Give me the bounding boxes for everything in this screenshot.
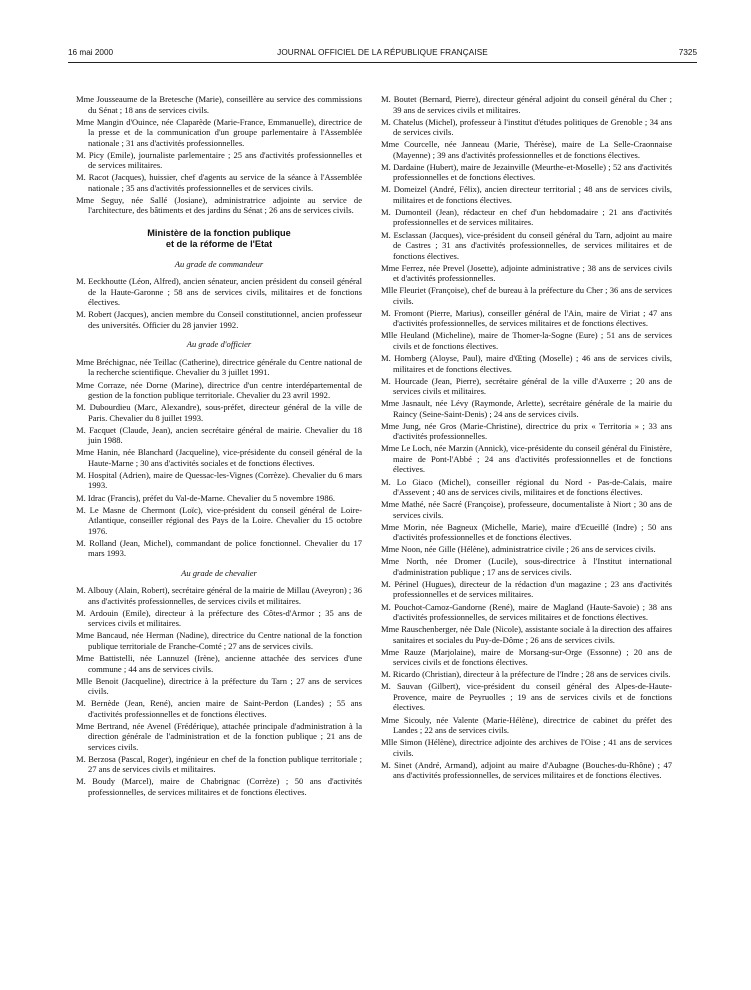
nomination-entry: M. Facquet (Claude, Jean), ancien secrétaire général de mairie. Chevalier du 18 juin 1988. (76, 424, 362, 446)
grade-heading: Au grade de commandeur (174, 258, 264, 269)
nomination-entry: M. Dardaine (Hubert), maire de Jezainville (Meurthe-et-Moselle) ; 52 ans d'activités professionnelles et de fonctions électives. (381, 161, 672, 183)
nomination-entry: M. Racot (Jacques), huissier, chef d'agents au service de la séance à l'Assemblée nationale ; 35 ans d'activités professionnelles et de services civils. (76, 172, 362, 193)
nomination-entry: M. Ardouin (Emile), directeur à la préfecture des Côtes-d'Armor ; 35 ans de services civils et militaires. (76, 607, 362, 629)
journal-title: JOURNAL OFFICIEL DE LA RÉPUBLIQUE FRANÇAISE (277, 48, 488, 57)
nomination-entry: Mme Courcelle, née Janneau (Marie, Thérèse), maire de La Selle-Craonnaise (Mayenne) ; 39 ans d'activités professionnelles et de fonctions électives. (381, 139, 672, 160)
header-date: 16 mai 2000 (68, 48, 114, 57)
nomination-entry: M. Ricardo (Christian), directeur à la préfecture de l'Indre ; 28 ans de services civils. (381, 669, 671, 680)
nomination-entry: Mme Le Loch, née Marzin (Annick), vice-présidente du conseil général du Finistère, maire de Pont-l'Abbé ; 24 ans d'activités professionnelles et de fonctions électives. (381, 443, 672, 475)
right-column (381, 94, 672, 782)
grade-heading: Au grade d'officier (186, 339, 252, 350)
nomination-entry: M. Pouchot-Camoz-Gandorne (René), maire de Magland (Haute-Savoie) ; 38 ans d'activités professionnelles, de services militaires et de fonctions électives. (381, 601, 672, 623)
nomination-entry: Mme Sicouly, née Valente (Marie-Hélène), directrice de cabinet du préfet des Landes ; 22 ans de services civils. (381, 714, 672, 736)
nomination-entry: Mme Bréchignac, née Teillac (Catherine), directrice générale du Centre national de la recherche scientifique. Chevalier du 3 juillet 1991. (76, 356, 362, 378)
nomination-entry: M. Boudy (Marcel), maire de Chabrignac (Corrèze) ; 50 ans d'activités professionnelles, de services militaires et de fonctions électives. (76, 776, 362, 797)
left-column (76, 94, 362, 799)
nomination-entry: Mme North, née Dromer (Lucile), sous-directrice à l'Institut international d'administration publique ; 17 ans de services civils. (381, 556, 672, 577)
nomination-entry: M. Chatelus (Michel), professeur à l'institut d'études politiques de Grenoble ; 34 ans de services civils. (381, 116, 672, 138)
nomination-entry: Mme Bancaud, née Herman (Nadine), directrice du Centre national de la fonction publique territoriale de Franche-Comté ; 27 ans de services civils. (76, 630, 362, 651)
nomination-entry: M. Esclassan (Jacques), vice-président du conseil général du Tarn, adjoint au maire de Castres ; 31 ans d'activités professionnelles, de services militaires et de fonctions électives. (381, 229, 672, 261)
nomination-entry: M. Hourcade (Jean, Pierre), secrétaire général de la ville d'Auxerre ; 20 ans de services civils et militaires. (381, 375, 672, 397)
ministry-heading-line: et de la réforme de l'Etat (165, 238, 273, 249)
nomination-entry: Mme Ferrez, née Prevel (Josette), adjointe administrative ; 38 ans de services civils et d'activités professionnelles. (381, 262, 672, 284)
nomination-entry: Mme Morin, née Bagneux (Michelle, Marie), maire d'Ecueillé (Indre) ; 50 ans d'activités professionnelles et de fonctions électives. (381, 521, 672, 543)
nomination-entry: Mme Bertrand, née Avenel (Frédérique), attachée principale d'administration à la direction générale de l'administration et de la fonction publique ; 21 ans de services civils. (76, 720, 362, 752)
nomination-entry: Mme Seguy, née Sallé (Josiane), administratrice adjointe au service de l'architecture, des bâtiments et des jardins du Sénat ; 26 ans de services civils. (76, 194, 362, 216)
nomination-entry: Mme Jung, née Gros (Marie-Christine), directrice du prix « Territoria » ; 33 ans d'activités professionnelles. (381, 420, 672, 442)
nomination-entry: M. Bernède (Jean, René), ancien maire de Saint-Perdon (Landes) ; 55 ans d'activités professionnelles et de fonctions électives. (76, 698, 362, 719)
nomination-entry: Mme Rauschenberger, née Dale (Nicole), assistante sociale à la direction des affaires sanitaires et sociales du Puy-de-Dôme ; 26 ans de services civils. (381, 624, 672, 645)
nomination-entry: M. Idrac (Francis), préfet du Val-de-Marne. Chevalier du 5 novembre 1986. (76, 492, 336, 503)
nomination-entry: Mme Mathé, née Sacré (Françoise), professeure, documentaliste à Niort ; 30 ans de services civils. (381, 499, 672, 520)
nomination-entry: Mme Hanin, née Blanchard (Jacqueline), vice-présidente du conseil général de la Haute-Marne ; 30 ans d'activités sociales et de fonctions électives. (76, 447, 362, 468)
grade-heading: Au grade de chevalier (181, 567, 257, 578)
nomination-entry: Mme Mangin d'Ouince, née Claparède (Marie-France, Emmanuelle), directrice de la presse et de la communication d'un groupe parlementaire à l'Assemblée nationale ; 31 ans d'activités professionnelles. (76, 116, 362, 148)
page-header (68, 48, 697, 60)
nomination-entry: M. Picy (Emile), journaliste parlementaire ; 25 ans d'activités professionnelles et de services militaires. (76, 149, 362, 171)
ministry-heading-line: Ministère de la fonction publique (147, 227, 291, 238)
nomination-entry: M. Dubourdieu (Marc, Alexandre), sous-préfet, directeur général de la ville de Paris. Chevalier du 8 juillet 1993. (76, 402, 362, 423)
nomination-entry: M. Boutet (Bernard, Pierre), directeur général adjoint du conseil général du Cher ; 39 ans de services civils et militaires. (381, 94, 672, 115)
nomination-entry: Mme Noon, née Gille (Hélène), administratrice civile ; 26 ans de services civils. (381, 544, 656, 555)
page-number: 7325 (678, 48, 697, 57)
nomination-entry: M. Hospital (Adrien), maire de Quessac-les-Vignes (Corrèze). Chevalier du 6 mars 1993. (76, 469, 362, 491)
nomination-entry: M. Sinet (André, Armand), adjoint au maire d'Aubagne (Bouches-du-Rhône) ; 47 ans d'activités professionnelles, de services militaires et de fonctions électives. (381, 759, 672, 781)
nomination-entry: Mlle Benoit (Jacqueline), directrice à la préfecture du Tarn ; 27 ans de services civils. (76, 675, 362, 697)
nomination-entry: Mme Jousseaume de la Bretesche (Marie), conseillère au service des commissions du Sénat ; 18 ans de services civils. (76, 94, 362, 115)
nomination-entry: Mme Corraze, née Dorne (Marine), directrice d'un centre interdépartemental de gestion de la fonction publique territoriale. Chevalier du 23 avril 1992. (76, 379, 362, 401)
nomination-entry: M. Périnel (Hugues), directeur de la rédaction d'un magazine ; 23 ans d'activités professionnelles et de services militaires. (381, 578, 672, 600)
nomination-entry: M. Berzosa (Pascal, Roger), ingénieur en chef de la fonction publique territoriale ; 27 ans de services civils et militaires. (76, 753, 362, 775)
nomination-entry: M. Domeizel (André, Félix), ancien directeur territorial ; 48 ans de services civils, militaires et de fonctions électives. (381, 184, 672, 205)
nomination-entry: M. Dumonteil (Jean), rédacteur en chef d'un hebdomadaire ; 21 ans d'activités professionnelles et de services militaires. (381, 206, 672, 228)
nomination-entry: M. Albouy (Alain, Robert), secrétaire général de la mairie de Millau (Aveyron) ; 36 ans d'activités professionnelles, de services civils et militaires. (76, 585, 362, 606)
nomination-entry: M. Eeckhoutte (Léon, Alfred), ancien sénateur, ancien président du conseil général de la Haute-Garonne ; 58 ans de services civils, militaires et de fonctions électives. (76, 276, 362, 308)
nomination-entry: M. Rolland (Jean, Michel), commandant de police fonctionnel. Chevalier du 17 mars 1993. (76, 537, 362, 559)
nomination-entry: M. Fromont (Pierre, Marius), conseiller général de l'Ain, maire de Viriat ; 47 ans d'activités professionnelles, de services militaires et de fonctions électives. (381, 307, 672, 329)
nomination-entry: M. Le Masne de Chermont (Loïc), vice-président du conseil général de Loire-Atlantique, conseiller régional des Pays de la Loire. Chevalier du 15 octobre 1976. (76, 504, 362, 536)
nomination-entry: M. Lo Giaco (Michel), conseiller régional du Nord - Pas-de-Calais, maire d'Assevent ; 40 ans de services civils, militaires et de fonctions électives. (381, 476, 672, 497)
nomination-entry: Mme Rauze (Marjolaine), maire de Morsang-sur-Orge (Essonne) ; 20 ans de services civils et de fonctions électives. (381, 646, 672, 668)
nomination-entry: M. Homberg (Aloyse, Paul), maire d'Œting (Moselle) ; 46 ans de services civils, militaires et de fonctions électives. (381, 353, 672, 374)
nomination-entry: M. Sauvan (Gilbert), vice-président du conseil général des Alpes-de-Haute-Provence, maire de Peyruolles ; 19 ans de services civils et de fonctions électives. (381, 681, 672, 713)
nomination-entry: Mlle Heuland (Micheline), maire de Thomer-la-Sogne (Eure) ; 51 ans de services civils et de fonctions électives. (381, 330, 672, 351)
header-rule (68, 62, 697, 63)
ministry-heading (76, 228, 362, 250)
nomination-entry: Mme Jasnault, née Lévy (Raymonde, Arlette), secrétaire générale de la mairie du Raincy (Seine-Saint-Denis) ; 24 ans de services civils. (381, 398, 672, 419)
nomination-entry: Mme Battistelli, née Lannuzel (Irène), ancienne attachée des services d'une commune ; 44 ans de services civils. (76, 653, 362, 674)
nomination-entry: Mlle Fleuriet (Françoise), chef de bureau à la préfecture du Cher ; 36 ans de services civils. (381, 285, 672, 306)
nomination-entry: Mlle Simon (Hélène), directrice adjointe des archives de l'Oise ; 41 ans de services civils. (381, 737, 672, 758)
nomination-entry: M. Robert (Jacques), ancien membre du Conseil constitutionnel, ancien professeur des universités. Officier du 28 janvier 1992. (76, 309, 362, 330)
